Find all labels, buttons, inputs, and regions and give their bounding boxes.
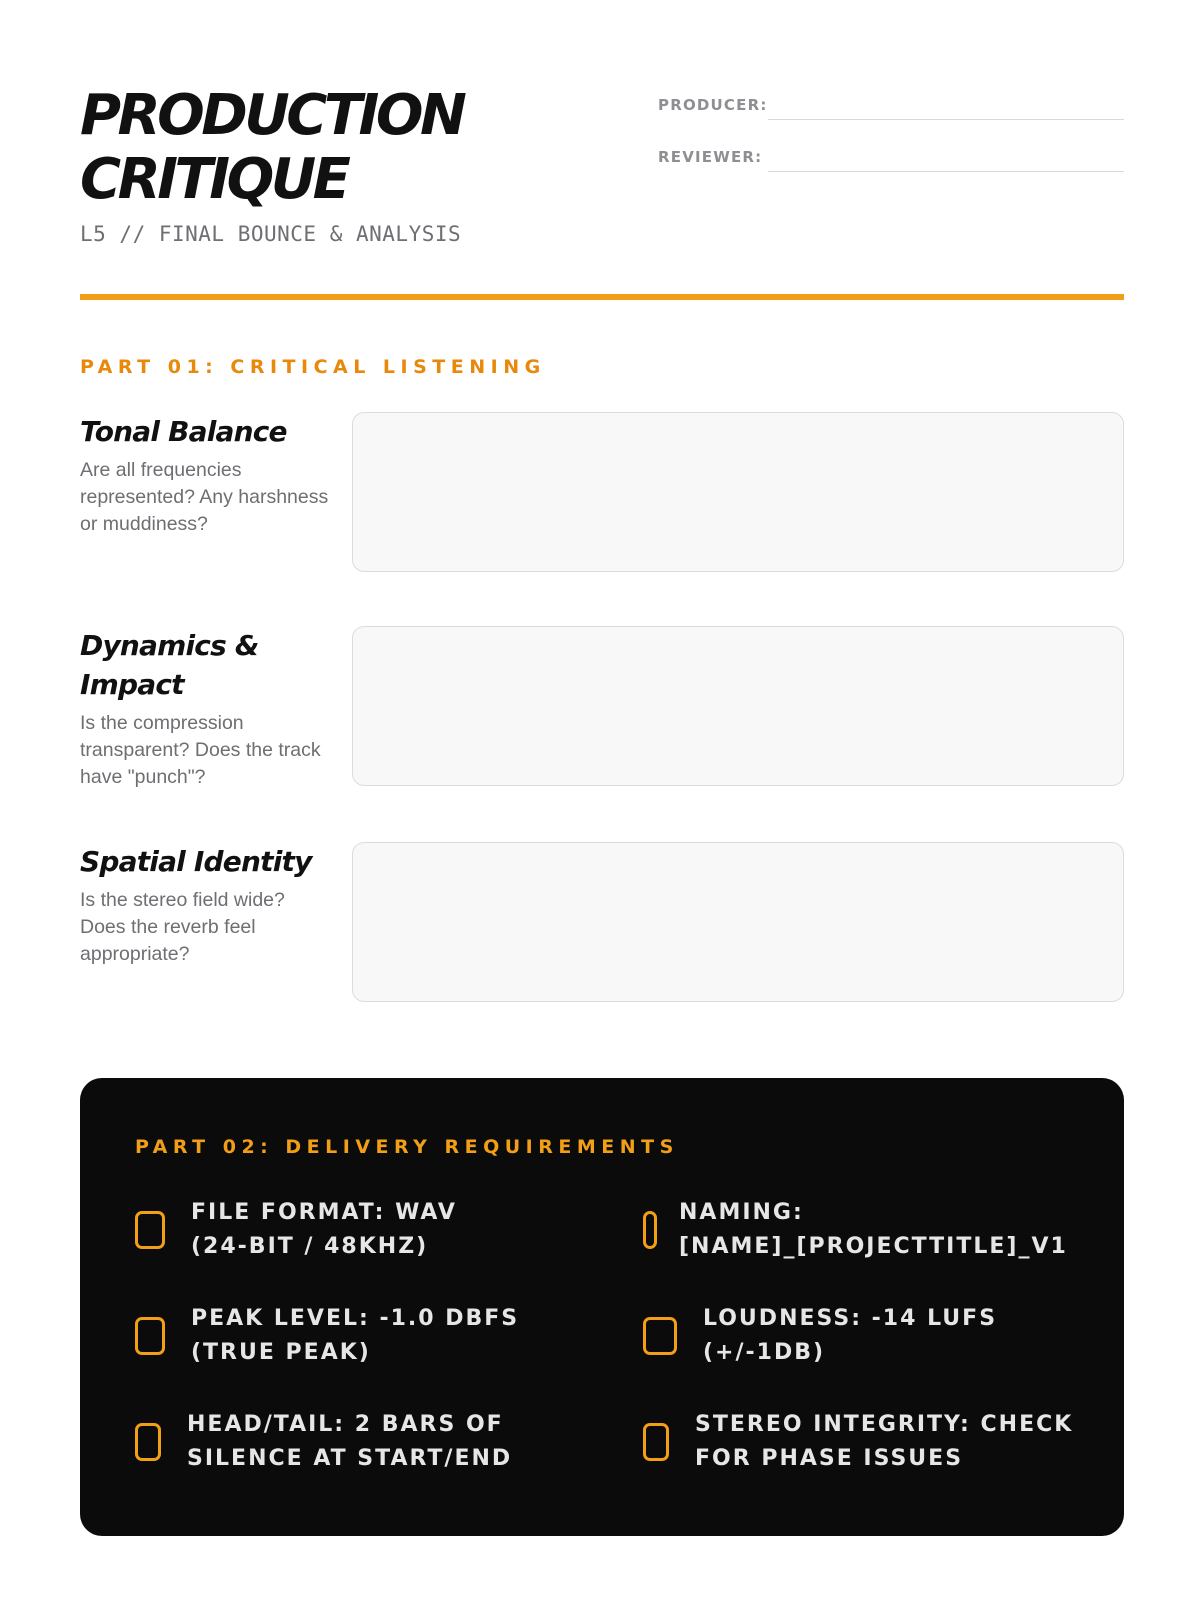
checkbox[interactable] — [643, 1317, 677, 1355]
requirement-label: FILE FORMAT: WAV (24-BIT / 48KHZ) — [191, 1200, 457, 1259]
reviewer-row — [658, 120, 1124, 172]
producer-field[interactable] — [768, 84, 1124, 120]
question-description: Is the compression transparent? Does the track have "punch"? — [80, 712, 321, 788]
tonal-balance-answer-box[interactable] — [352, 412, 1124, 572]
checkbox[interactable] — [135, 1317, 165, 1355]
part-1-heading: PART 01: CRITICAL LISTENING — [80, 356, 546, 378]
title-block — [80, 84, 600, 246]
requirement-label: HEAD/TAIL: 2 BARS OF SILENCE AT START/END — [187, 1412, 513, 1471]
requirement-label: LOUDNESS: -14 LUFS (+/-1DB) — [703, 1306, 998, 1365]
requirement-file-format[interactable] — [135, 1196, 555, 1264]
checkbox[interactable] — [135, 1211, 165, 1249]
question-title: Dynamics & Impact — [80, 629, 259, 701]
producer-row — [658, 84, 1124, 120]
question-label — [80, 626, 330, 791]
question-title: Tonal Balance — [80, 415, 287, 448]
header-divider — [80, 294, 1124, 300]
page-subtitle: L5 // FINAL BOUNCE & ANALYSIS — [80, 222, 462, 246]
question-description: Is the stereo field wide? Does the reverb feel appropriate? — [80, 889, 285, 965]
requirement-peak-level[interactable] — [135, 1302, 575, 1370]
dynamics-impact-answer-box[interactable] — [352, 626, 1124, 786]
requirement-naming[interactable] — [643, 1196, 1103, 1264]
page-title-line-1: PRODUCTION — [80, 83, 464, 148]
checkbox[interactable] — [643, 1423, 669, 1461]
requirement-stereo-integrity[interactable] — [643, 1408, 1103, 1476]
question-label — [80, 412, 330, 538]
reviewer-label: REVIEWER: — [658, 148, 763, 166]
requirement-label: NAMING: [NAME]_[PROJECTTITLE]_V1 — [679, 1200, 1068, 1259]
signature-fields — [658, 84, 1124, 172]
requirement-label: STEREO INTEGRITY: CHECK FOR PHASE ISSUES — [695, 1412, 1074, 1471]
checkbox[interactable] — [135, 1423, 161, 1461]
delivery-requirements-panel — [80, 1078, 1124, 1536]
checkbox[interactable] — [643, 1211, 657, 1249]
requirement-label: PEAK LEVEL: -1.0 DBFS (TRUE PEAK) — [191, 1306, 520, 1365]
document-header — [80, 84, 1124, 304]
question-label — [80, 842, 330, 968]
page-title — [80, 84, 600, 212]
question-title: Spatial Identity — [80, 845, 312, 878]
spatial-identity-answer-box[interactable] — [352, 842, 1124, 1002]
reviewer-field[interactable] — [768, 136, 1124, 172]
part-2-heading: PART 02: DELIVERY REQUIREMENTS — [135, 1136, 679, 1158]
question-description: Are all frequencies represented? Any harshness or muddiness? — [80, 459, 329, 535]
requirement-loudness[interactable] — [643, 1302, 1103, 1370]
producer-label: PRODUCER: — [658, 96, 768, 114]
requirement-head-tail[interactable] — [135, 1408, 595, 1476]
page-title-line-2: CRITIQUE — [80, 147, 348, 212]
